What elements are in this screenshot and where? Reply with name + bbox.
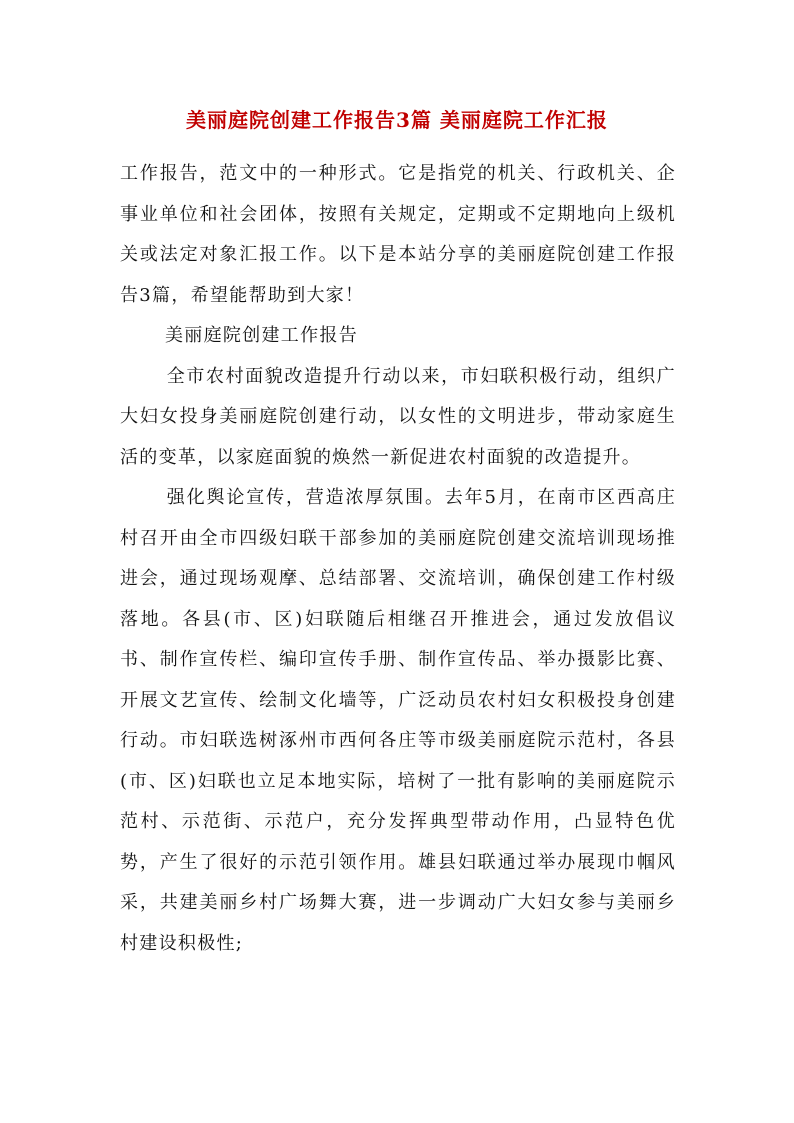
section-heading: 美丽庭院创建工作报告: [165, 325, 358, 346]
body-paragraph: 强化舆论宣传，营造浓厚氛围。去年5月，在南市区西高庄村召开由全市四级妇联干部参加的美丽庭院创建交流培训现场推进会，通过现场观摩、总结部署、交流培训，确保创建工作村级落地。各县(市、区)妇联随后相继召开推进会，通过发放倡议书、制作宣传栏、编印宣传手册、制作宣传品、举办摄影比赛、开展文艺宣传、绘制文化墙等，广泛动员农村妇女积极投身创建行动。市妇联选树涿州市西何各庄等市级美丽庭院示范村，各县(市、区)妇联也立足本地实际，培树了一批有影响的美丽庭院示范村、示范街、示范户，充分发挥典型带动作用，凸显特色优势，产生了很好的示范引领作用。雄县妇联通过举办展现巾帼风采，共建美丽乡村广场舞大赛，进一步调动广大妇女参与美丽乡村建设积极性;: [120, 487, 676, 954]
body-paragraph: 全市农村面貌改造提升行动以来，市妇联积极行动，组织广大妇女投身美丽庭院创建行动，以女性的文明进步，带动家庭生活的变革，以家庭面貌的焕然一新促进农村面貌的改造提升。: [120, 365, 676, 468]
document-body: [120, 154, 676, 964]
intro-paragraph: 工作报告，范文中的一种形式。它是指党的机关、行政机关、企事业单位和社会团体，按照有关规定，定期或不定期地向上级机关或法定对象汇报工作。以下是本站分享的美丽庭院创建工作报告3篇，希望能帮助到大家！: [120, 163, 676, 306]
document-title: 美丽庭院创建工作报告3篇 美丽庭院工作汇报: [186, 108, 608, 132]
